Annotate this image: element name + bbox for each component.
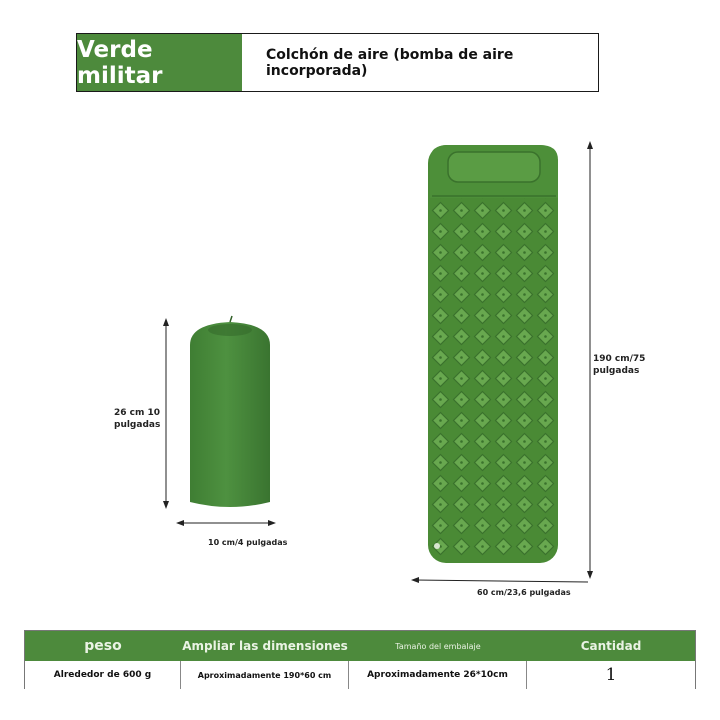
value-expanded-size: Aproximadamente 190*60 cm: [181, 661, 349, 689]
bag-height-label: 26 cm 10 pulgadas: [114, 408, 161, 430]
value-quantity: 1: [605, 665, 617, 685]
air-mattress: [428, 145, 558, 563]
header-weight: peso: [84, 638, 122, 654]
bag-width-label: 10 cm/4 pulgadas: [208, 538, 288, 547]
header-package-size: Tamaño del embalaje: [395, 641, 481, 651]
spec-table: [24, 630, 696, 689]
header-quantity: Cantidad: [580, 639, 642, 653]
spec-table-header: [25, 631, 695, 661]
mattress-length-label: 190 cm/75 pulgadas: [593, 354, 646, 376]
value-weight: Alrededor de 600 g: [25, 661, 181, 689]
value-package-size: Aproximadamente 26*10cm: [349, 661, 527, 689]
stuff-sack: [190, 316, 270, 507]
mattress-width-dimension: [415, 580, 588, 582]
product-title: Colchón de aire (bomba de aire incorporada): [266, 46, 514, 79]
mattress-width-label: 60 cm/23,6 pulgadas: [477, 588, 571, 597]
spec-table-row: [25, 661, 695, 689]
color-name-label: Verde militar: [77, 34, 242, 91]
header-expanded-size: Ampliar las dimensiones: [182, 639, 348, 653]
